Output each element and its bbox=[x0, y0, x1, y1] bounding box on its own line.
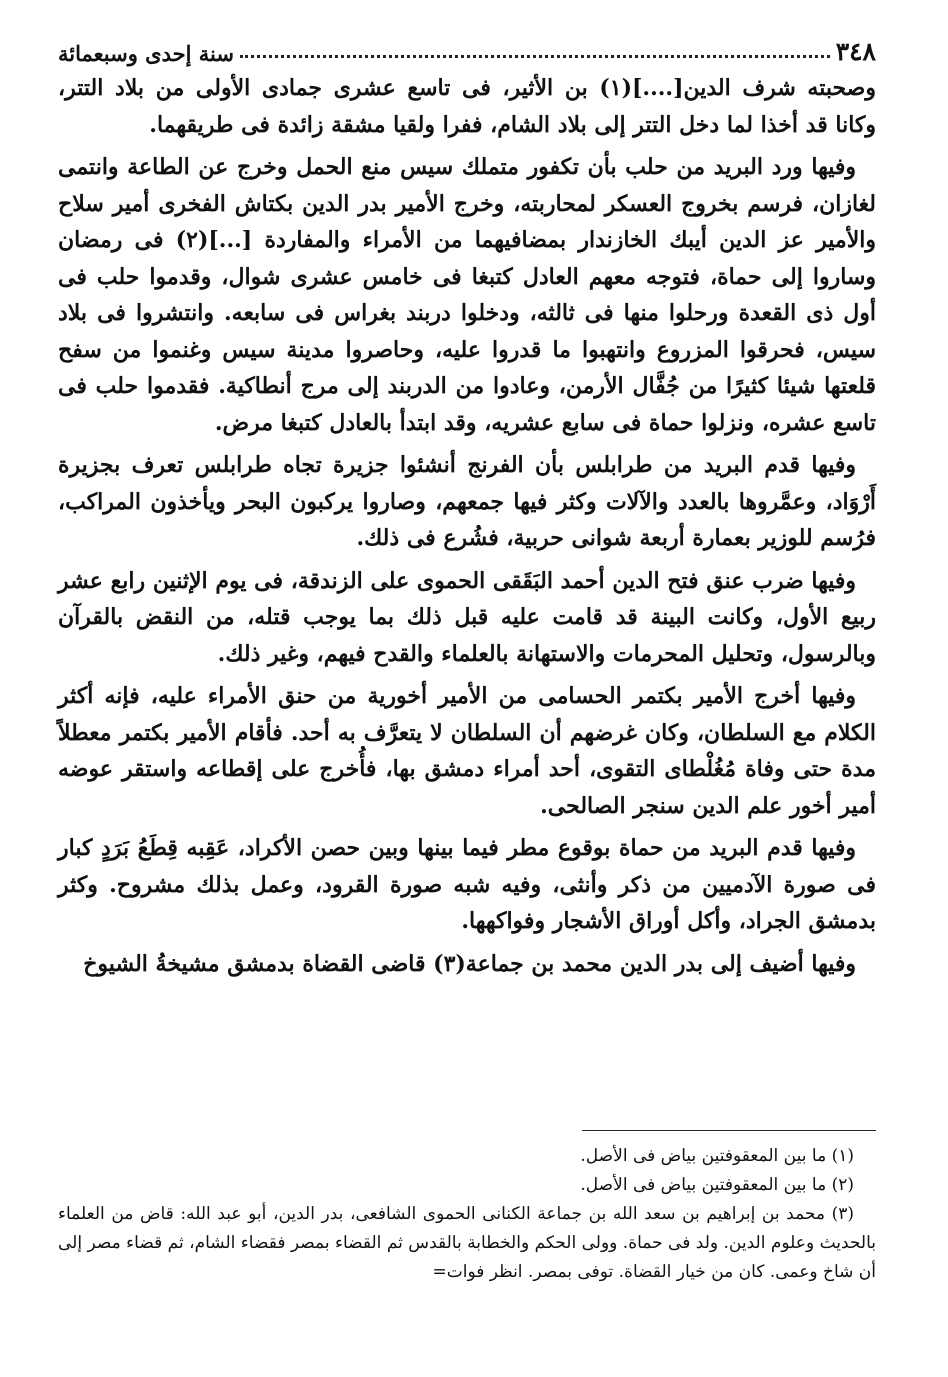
paragraph: وصحبته شرف الدين[....](١) بن الأثير، فى تاسع عشرى جمادى الأولى من بلاد التتر، وكانا قد أخذا لما دخل التتر إلى بلاد الشام، ففرا ولقيا مشقة زائدة فى طريقهما. bbox=[58, 75, 876, 138]
main-text bbox=[58, 70, 876, 982]
running-title: سنة إحدى وسبعمائة bbox=[58, 41, 234, 66]
footnotes bbox=[58, 1142, 876, 1287]
page-number: ٣٤٨ bbox=[835, 37, 876, 66]
paragraph: وفيها ورد البريد من حلب بأن تكفور متملك سيس منع الحمل وخرج عن الطاعة وانتمى لغازان، فرسم بخروج العسكر لمحاربته، وخرج الأمير بدر الدين بكتاش الفخرى أمير سلاح والأمير عز الدين أيبك الخازندار بمضافيهما من الأمراء والمفاردة [...](٢) فى رمضان وساروا إلى حماة، فتوجه معهم العادل كتبغا فى خامس عشرى شوال، وقدموا حلب فى أول ذى القعدة ورحلوا منها فى ثالثه، ودخلوا دربند بغراس فى سابعه. وانتشروا فى بلاد سيس، فحرقوا المزروع وانتهبوا ما قدروا عليه، وحاصروا مدينة سيس وغنموا من سفح قلعتها شيئا كثيرًا من جُفَّال الأرمن، وعادوا من الدربند إلى مرج أنطاكية. فقدموا حلب فى تاسع عشره، ونزلوا حماة فى سابع عشريه، وقد ابتدأ بالعادل كتبغا مرض. bbox=[58, 154, 876, 436]
footnote: (٣) محمد بن إبراهيم بن سعد الله بن جماعة الكنانى الحموى الشافعى، بدر الدين، أبو عبد الله: قاض من العلماء بالحديث وعلوم الدين. ولد فى حماة. وولى الحكم والخطابة بالقدس ثم القضاء بمصر فقضاء الشام، ثم قضاء مصر إلى أن شاخ وعمى. كان من خيار القضاة. توفى بمصر. انظر فوات= bbox=[58, 1204, 876, 1282]
running-header bbox=[58, 26, 876, 66]
paragraph: وفيها أخرج الأمير بكتمر الحسامى من الأمير أخورية من حنق الأمراء عليه، فإنه أكثر الكلام مع السلطان، وكان غرضهم أن السلطان لا يتعرَّف به أحد. فأقام الأمير بكتمر معطلاً مدة حتى وفاة مُغُلْطاى التقوى، أحد أمراء دمشق بها، فأُخرج على إقطاعه واستقر عوضه أمير أخور علم الدين سنجر الصالحى. bbox=[58, 683, 876, 819]
paragraph: وفيها قدم البريد من حماة بوقوع مطر فيما بينها وبين حصن الأكراد، عَقِبه قِطَعُ بَرَدٍ كبار فى صورة الآدميين من ذكر وأنثى، وفيه شبه صورة القرود، وعمل بذلك مشروح. وكثر بدمشق الجراد، وأكل أوراق الأشجار وفواكهها. bbox=[58, 835, 876, 934]
footnote: (١) ما بين المعقوفتين بياض فى الأصل. bbox=[580, 1146, 854, 1166]
footnote-separator bbox=[582, 1130, 876, 1131]
paragraph: وفيها قدم البريد من طرابلس بأن الفرنج أنشئوا جزيرة تجاه طرابلس تعرف بجزيرة أَرْوَاد، وعمَّروها بالعدد والآلات وكثر فيها جمعهم، وصاروا يركبون البحر ويأخذون المراكب، فرُسم للوزير بعمارة أربعة شوانى حربية، فشُرع فى ذلك. bbox=[58, 452, 876, 551]
paragraph: وفيها أضيف إلى بدر الدين محمد بن جماعة(٣) قاضى القضاة بدمشق مشيخةُ الشيوخ bbox=[83, 950, 856, 977]
footnote: (٢) ما بين المعقوفتين بياض فى الأصل. bbox=[580, 1175, 854, 1195]
book-page bbox=[58, 26, 876, 1346]
header-dot-leader bbox=[240, 55, 830, 58]
paragraph: وفيها ضرب عنق فتح الدين أحمد البَقَقى الحموى على الزندقة، فى يوم الإثنين رابع عشر ربيع الأول، وكانت البينة قد قامت عليه قبل ذلك بما يوجب قتله، من النقض بالقرآن وبالرسول، وتحليل المحرمات والاستهانة بالعلماء والقدح فيهم، وغير ذلك. bbox=[58, 567, 876, 667]
